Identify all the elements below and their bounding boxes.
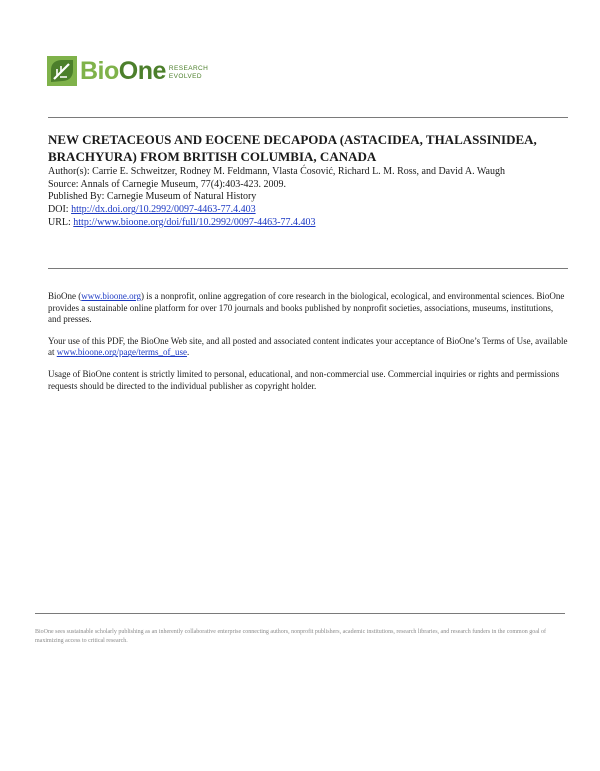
url-link[interactable]: http://www.bioone.org/doi/full/10.2992/0097-4463-77.4.403 xyxy=(73,216,316,228)
article-metadata xyxy=(48,166,568,230)
notice-paragraph-terms xyxy=(48,336,568,359)
footer-mission-statement: BioOne sees sustainable scholarly publishing as an inherently collaborative enterprise connecting authors, nonprofit publishers, academic institutions, research libraries, and research funders in the common goal of maximizing access to critical research. xyxy=(35,629,547,644)
notice-paragraph-about xyxy=(48,291,568,326)
article-url xyxy=(48,217,568,230)
top-divider xyxy=(48,117,568,118)
tagline-research: RESEARCH xyxy=(168,65,209,72)
wordmark-one: One xyxy=(118,57,166,85)
doi-link[interactable]: http://dx.doi.org/10.2992/0097-4463-77.4.403 xyxy=(71,204,256,216)
p1-end: ) is a nonprofit, online aggregation of core research in the biological, ecological, and environmental sciences. BioOne provides a sustainable online platform for over 170 journals and books published by nonprofit societies, associations, museums, institutions, and presses. xyxy=(48,291,565,325)
bioone-home-link[interactable]: www.bioone.org xyxy=(81,291,141,301)
article-source: Source: Annals of Carnegie Museum, 77(4):403-423. 2009. xyxy=(48,178,287,190)
terms-of-use-link[interactable]: www.bioone.org/page/terms_of_use xyxy=(56,347,187,358)
doi-label: DOI: xyxy=(48,204,72,216)
p2-start: Your use of this PDF, the BioOne Web site, and all posted and associated content indicates your acceptance of BioOne’s Terms of Use, available at xyxy=(48,335,568,358)
article-authors: Author(s): Carrie E. Schweitzer, Rodney M. Feldmann, Vlasta Ćosović, Richard L. M. Ross, and David A. Waugh xyxy=(48,166,505,177)
p2-end: . xyxy=(186,347,190,358)
bioone-logo xyxy=(47,56,208,86)
middle-divider xyxy=(48,268,568,269)
bioone-notice xyxy=(48,291,568,402)
article-publisher: Published By: Carnegie Museum of Natural History xyxy=(48,191,257,203)
wordmark-bio: Bio xyxy=(80,57,119,85)
article-doi xyxy=(48,204,568,217)
bioone-wordmark xyxy=(80,56,166,86)
logo-tagline xyxy=(169,65,208,81)
url-label: URL: xyxy=(48,216,74,228)
tagline-evolved: EVOLVED xyxy=(168,73,202,80)
article-title: NEW CRETACEOUS AND EOCENE DECAPODA (ASTACIDEA, THALASSINIDEA, BRACHYURA) FROM BRITISH COLUMBIA, CANADA xyxy=(48,132,537,164)
p1-start: BioOne ( xyxy=(48,291,82,301)
footer-divider xyxy=(35,613,565,614)
bioone-leaf-icon xyxy=(47,56,77,86)
notice-paragraph-usage: Usage of BioOne content is strictly limited to personal, educational, and non-commercial use. Commercial inquiries or rights and permissions requests should be directed to the individual publisher as copyright holder. xyxy=(48,368,560,391)
